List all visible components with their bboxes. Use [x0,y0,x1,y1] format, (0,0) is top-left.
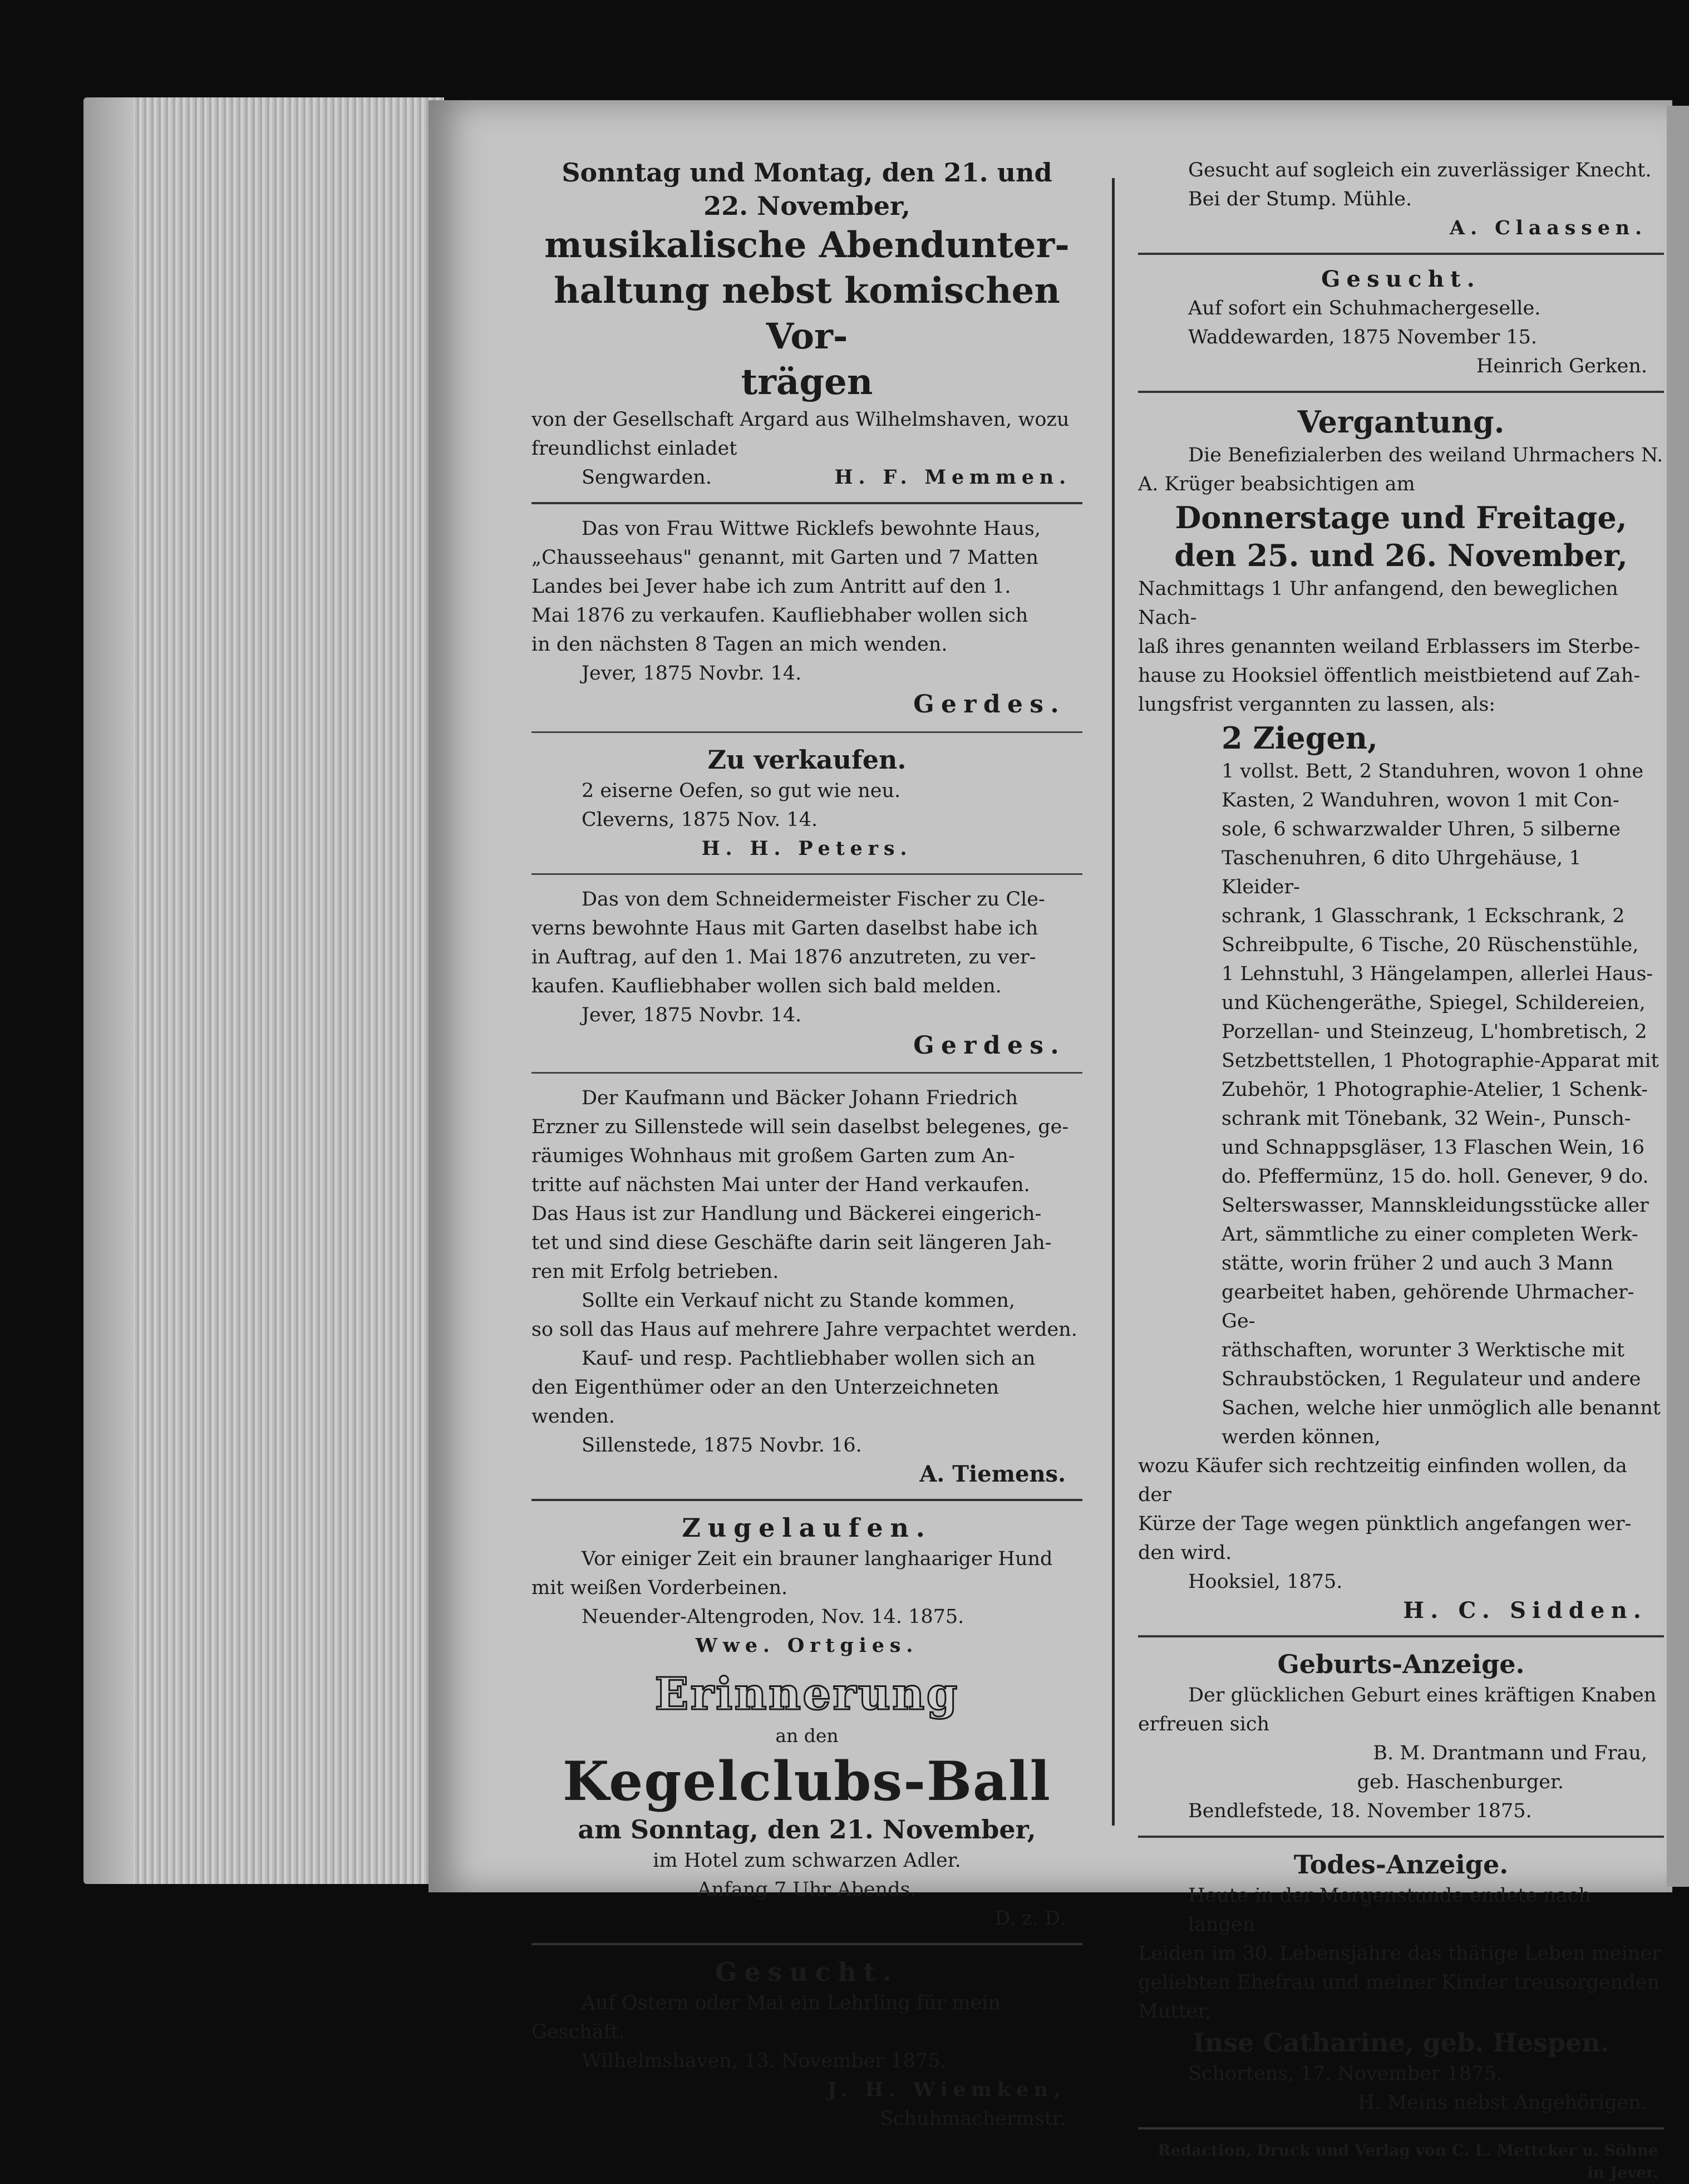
ad-text-line: Das von Frau Wittwe Ricklefs bewohnte Haus, [582,518,1041,540]
ad-footer [531,463,1082,492]
ad-separator [531,1072,1082,1074]
ad-text-line: tritte auf nächsten Mai unter der Hand verkaufen. [531,1174,1030,1196]
auction-item-line: Zubehör, 1 Photographie-Atelier, 1 Schenk- [1222,1079,1648,1101]
ad-signature: H. C. Sidden. [1403,1597,1647,1624]
ad-separator [1138,391,1664,393]
ad-signature: H. H. Peters. [701,837,913,860]
ad-date-heading: Sonntag und Montag, den 21. und [562,158,1052,188]
ad-place: Sengwarden. [582,466,712,489]
ad-deceased-name: Inse Catharine, geb. Hespen. [1193,2028,1609,2058]
ad-date: Waddewarden, 1875 November 15. [1188,326,1537,348]
ad-text-line: 2 eiserne Oefen, so gut wie neu. [582,780,901,802]
auction-item-line: Kasten, 2 Wanduhren, wovon 1 mit Con- [1222,789,1619,811]
ad-signature: D. z. D. [994,1907,1066,1930]
auction-item-line: und Küchengeräthe, Spiegel, Schildereien, [1222,992,1646,1014]
ad-date: Jever, 1875 Novbr. 14. [582,662,802,685]
ad-separator [1138,2127,1664,2129]
ad-signature: Wwe. Ortgies. [695,1634,919,1657]
auction-item-line: stätte, worin früher 2 und auch 3 Mann [1222,1252,1613,1275]
ad-names-2: geb. Haschenburger. [1357,1771,1564,1793]
adjacent-page-edge [1667,106,1689,1887]
ad-text-line: laß ihres genannten weiland Erblassers im Sterbe- [1138,636,1641,658]
auction-item-line: Schreibpulte, 6 Tische, 20 Rüschenstühle, [1222,934,1639,956]
auction-item-line: 1 Lehnstuhl, 3 Hängelampen, allerlei Haus- [1222,963,1653,985]
ad-text-line: wozu Käufer sich rechtzeitig einfinden wollen, da der [1138,1455,1627,1506]
ad-signature: Heinrich Gerken. [1476,355,1647,377]
ad-text-line: in Auftrag, auf den 1. Mai 1876 anzutreten, zu ver- [531,946,1036,968]
ad-heading: Gesucht. [715,1957,899,1987]
book-cover-edge [83,97,134,1884]
ad-heading: Gesucht. [1321,266,1481,292]
ad-signature-role: Schuhmachermstr. [879,2108,1066,2130]
ad-text-line: Vor einiger Zeit ein brauner langhaariger Hund [582,1548,1053,1570]
ad-separator [1138,253,1664,255]
ad-heading: Erinnerung [654,1667,959,1720]
ad-title-line-3: trägen [741,361,873,403]
ad-text-line: den Eigenthümer oder an den Unterzeichneten wenden. [531,1376,999,1428]
ad-text-line: erfreuen sich [1138,1713,1270,1735]
ad-signature: A. Tiemens. [919,1461,1066,1487]
ad-highlight: 2 Ziegen, [1222,720,1378,756]
ad-date: Sillenstede, 1875 Novbr. 16. [582,1434,862,1457]
auction-item-list [1138,757,1664,1452]
ad-text-line: räumiges Wohnhaus mit großem Garten zum An- [531,1145,1015,1167]
ad-text-line: in den nächsten 8 Tagen an mich wenden. [531,633,948,656]
auction-item-line: schrank mit Tönebank, 32 Wein-, Punsch- [1222,1108,1631,1130]
auction-item-line: Porzellan- und Steinzeug, L'hombretisch, 2 [1222,1021,1647,1043]
ad-date-line: Donnerstage und Freitage, [1175,500,1627,535]
ad-death-announcement [1138,1848,1664,2117]
ad-signature: J. H. Wiemken, [827,2078,1066,2101]
ad-text-line: Auf Ostern oder Mai ein Lehrling für mein [582,1992,1001,2014]
ad-separator [531,1943,1082,1945]
ad-apprentice-wanted [531,1955,1082,2133]
ad-text-line: Bei der Stump. Mühle. [1188,188,1412,210]
ad-signature: A. Claassen. [1450,217,1647,239]
ad-date: Wilhelmshaven, 13. November 1875. [582,2050,947,2072]
ad-text-line: Heute in der Morgenstunde endete nach langen [1188,1885,1591,1936]
ad-musical-evening [531,156,1082,492]
ad-signature: H. Meins nebst Angehörigen. [1357,2092,1647,2114]
ad-text-line: kaufen. Kaufliebhaber wollen sich bald melden. [531,975,1002,997]
ad-date-heading-2: 22. November, [703,191,910,221]
ad-shoemaker-wanted [1138,265,1664,381]
ad-text-line: Mutter, [1138,2000,1212,2023]
ad-title-line-1: musikalische Abendunter- [544,224,1070,266]
ad-text-line: tet und sind diese Geschäfte darin seit längeren Jah- [531,1232,1052,1254]
book-page-edges [83,97,444,1884]
ad-farmhand-wanted [1138,156,1664,243]
ad-date-line: am Sonntag, den 21. November, [578,1814,1036,1844]
ad-separator [1138,1836,1664,1838]
ad-text-line: Nachmittags 1 Uhr anfangend, den beweglichen Nach- [1138,578,1618,629]
ad-names: B. M. Drantmann und Frau, [1373,1742,1647,1764]
ad-ovens-for-sale [531,743,1082,863]
auction-item-line: do. Pfeffermünz, 15 do. holl. Genever, 9 do. [1222,1165,1649,1188]
ad-text-line: Erzner zu Sillenstede will sein daselbst belegenes, ge- [531,1116,1069,1138]
auction-item-line: Selterswasser, Mannskleidungsstücke aller [1222,1194,1649,1217]
ad-text-line: Sollte ein Verkauf nicht zu Stande kommen, [582,1290,1016,1312]
ad-text-line: den wird. [1138,1542,1232,1564]
ad-text-line: ren mit Erfolg betrieben. [531,1261,779,1283]
ad-bakery-house-sale [531,1084,1082,1489]
auction-item-line: Schraubstöcken, 1 Regulateur und andere [1222,1368,1641,1390]
ad-date: Bendlefstede, 18. November 1875. [1188,1800,1532,1822]
ad-heading: Zugelaufen. [682,1513,932,1543]
auction-item-line: schrank, 1 Glasschrank, 1 Eckschrank, 2 [1222,905,1625,927]
ad-text-line: Mai 1876 zu verkaufen. Kaufliebhaber wollen sich [531,604,1028,627]
right-column [1138,156,1664,2184]
ad-birth-announcement [1138,1647,1664,1826]
column-divider [1112,178,1115,1826]
ad-text-line: Der glücklichen Geburt eines kräftigen Knaben [1188,1684,1657,1706]
ad-stray-dog [531,1511,1082,1660]
ad-text-line: Geschäft. [531,2021,625,2043]
ad-signature: H. F. Memmen. [834,466,1071,489]
ad-signature: Gerdes. [913,690,1066,719]
ad-text-line: Die Benefizialerben des weiland Uhrmachers N. [1188,444,1663,466]
ad-auction [1138,403,1664,1625]
ad-text-line: Auf sofort ein Schuhmachergeselle. [1188,297,1541,319]
ad-chausseehaus-sale [531,514,1082,721]
ad-date: Neuender-Altengroden, Nov. 14. 1875. [582,1606,964,1628]
auction-item-line: Art, sämmtliche zu einer completen Werk- [1222,1223,1638,1246]
ad-text-line: freundlichst einladet [531,437,737,460]
ad-text-line: geliebten Ehefrau und meiner Kinder treusorgenden [1138,1971,1660,1994]
ad-kegelclub-ball [531,1666,1082,1933]
ad-title: Kegelclubs-Ball [563,1750,1051,1813]
ad-separator [531,502,1082,504]
auction-item-line: 1 vollst. Bett, 2 Standuhren, wovon 1 ohne [1222,760,1644,783]
ad-text-line: hause zu Hooksiel öffentlich meistbietend auf Zah- [1138,665,1641,687]
auction-item-line: Taschenuhren, 6 dito Uhrgehäuse, 1 Kleider- [1222,847,1582,898]
ad-separator [531,731,1082,733]
ad-start-time: Anfang 7 Uhr Abends. [697,1878,917,1901]
ad-heading: Geburts-Anzeige. [1277,1649,1525,1679]
ad-text-line: Kürze der Tage wegen pünktlich angefangen wer- [1138,1513,1632,1535]
ad-text-line: Das von dem Schneidermeister Fischer zu Cle- [582,888,1045,911]
auction-item-line: Setzbettstellen, 1 Photographie-Apparat mit [1222,1050,1659,1072]
ad-heading: Todes-Anzeige. [1293,1849,1509,1880]
ad-date: Cleverns, 1875 Nov. 14. [582,809,818,831]
auction-item-line: sole, 6 schwarzwalder Uhren, 5 silberne [1222,818,1621,840]
ad-text-line: „Chausseehaus" genannt, mit Garten und 7 Matten [531,547,1038,569]
auction-item-line: Sachen, welche hier unmöglich alle benannt [1222,1397,1661,1419]
ad-separator [531,873,1082,875]
ad-text-line: A. Krüger beabsichtigen am [1138,473,1415,495]
ad-tailor-house-sale [531,885,1082,1062]
auction-item-line: räthschaften, worunter 3 Werktische mit [1222,1339,1624,1361]
ad-text-line: Leiden im 30. Lebensjahre das thätige Leben meiner [1138,1942,1661,1965]
ad-text-line: Der Kaufmann und Bäcker Johann Friedrich [582,1087,1018,1109]
ad-text-line: verns bewohnte Haus mit Garten daselbst habe ich [531,917,1038,939]
ad-text-line: lungsfrist vergannten zu lassen, als: [1138,693,1496,716]
ad-text-line: mit weißen Vorderbeinen. [531,1577,788,1599]
ad-text-line: Das Haus ist zur Handlung und Bäckerei eingerich- [531,1203,1042,1225]
ad-separator [1138,1635,1664,1637]
ad-date-line-2: den 25. und 26. November, [1174,538,1628,573]
auction-item-line: werden können, [1222,1426,1381,1448]
ad-text-line: Gesucht auf sogleich ein zuverlässiger Knecht. [1188,159,1652,181]
ad-title-line-2: haltung nebst komischen Vor- [554,270,1060,357]
ad-place: im Hotel zum schwarzen Adler. [653,1849,961,1872]
ad-text-line: so soll das Haus auf mehrere Jahre verpachtet werden. [531,1319,1077,1341]
ad-separator [531,1499,1082,1501]
ad-text-line: von der Gesellschaft Argard aus Wilhelmshaven, wozu [531,409,1070,431]
ad-heading: Zu verkaufen. [707,745,907,775]
ad-heading: Vergantung. [1297,404,1505,440]
ad-text-line: Kauf- und resp. Pachtliebhaber wollen sich an [582,1347,1036,1370]
auction-item-line: und Schnappsgläser, 13 Flaschen Wein, 16 [1222,1137,1645,1159]
auction-item-line: gearbeitet haben, gehörende Uhrmacher-Ge- [1222,1281,1634,1332]
printer-imprint: Redaction, Druck und Verlag von C. L. Mettcker u. Söhne in Jever. [1158,2141,1658,2182]
ad-text-line: Landes bei Jever habe ich zum Antritt auf den 1. [531,575,1011,598]
ad-date: Jever, 1875 Novbr. 14. [582,1004,802,1026]
ad-place: Hooksiel, 1875. [1188,1571,1343,1593]
ad-signature: Gerdes. [913,1031,1066,1060]
ad-date: Schortens, 17. November 1875. [1188,2063,1503,2085]
left-column [531,156,1082,2133]
ad-text-line: an den [775,1725,839,1747]
